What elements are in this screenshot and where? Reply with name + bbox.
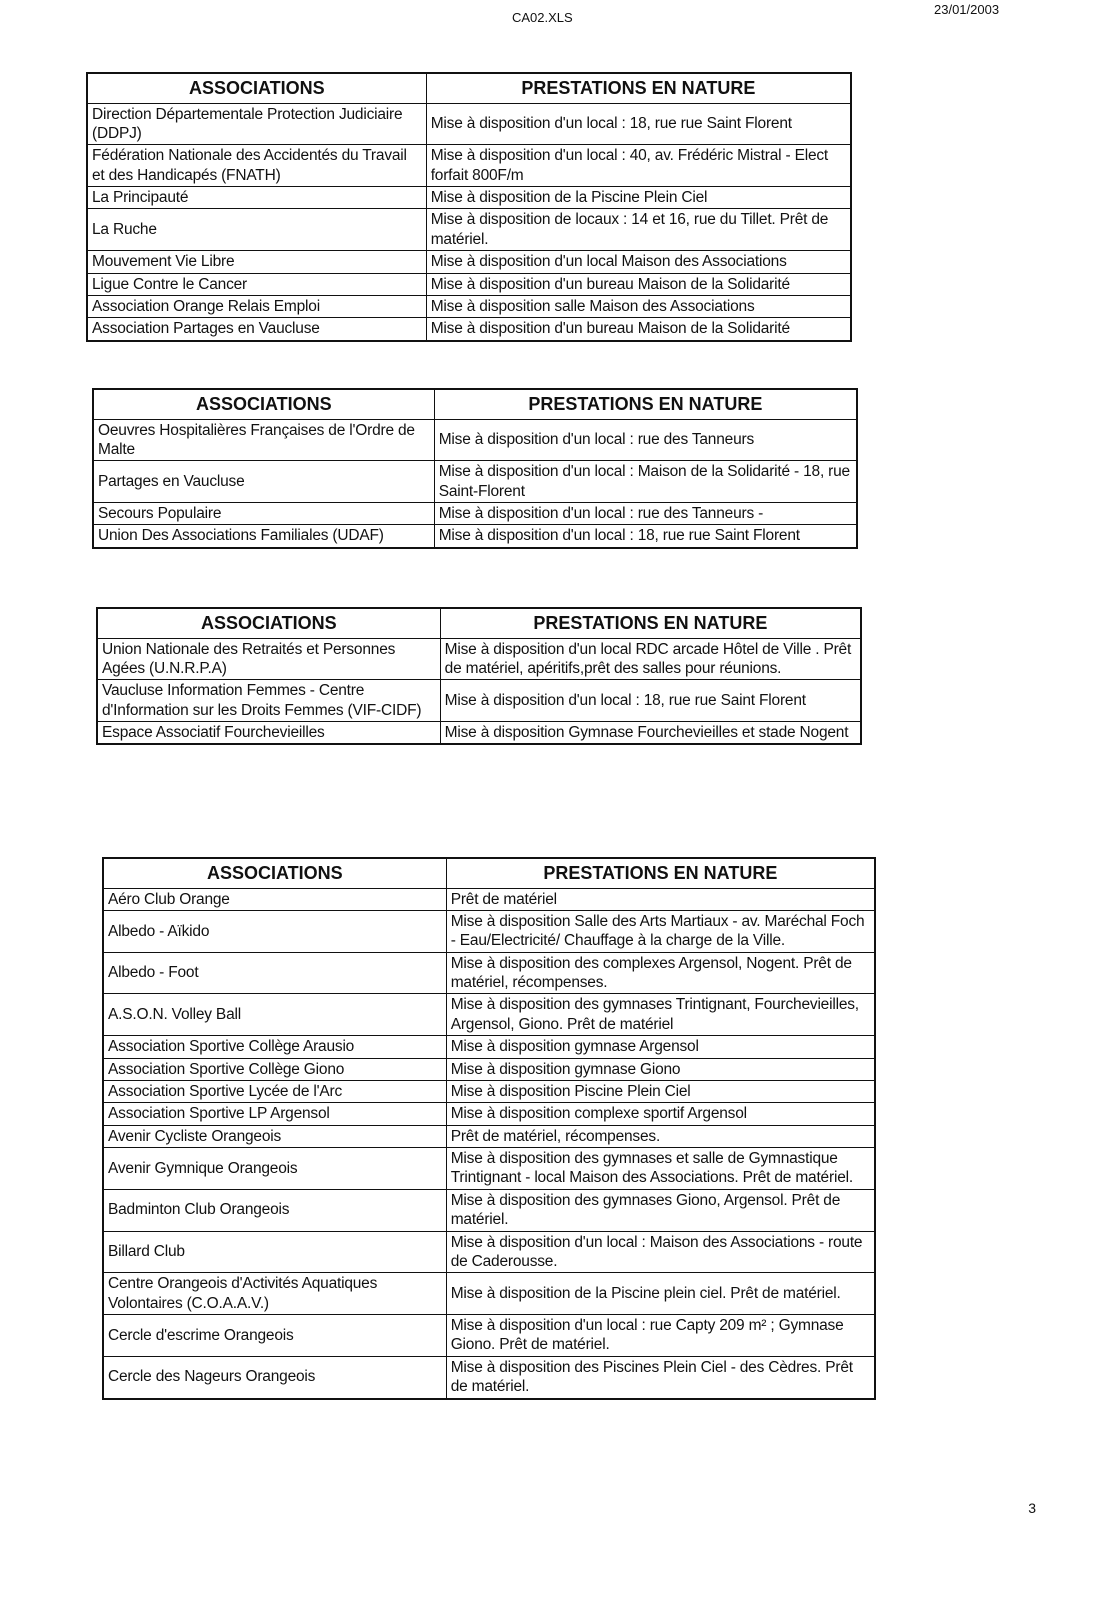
prestation-cell: Mise à disposition d'un local : rue Capty 209 m² ; Gymnase Giono. Prêt de matériel. bbox=[446, 1315, 875, 1357]
table-row bbox=[103, 1058, 875, 1080]
prestation-cell: Mise à disposition gymnase Argensol bbox=[446, 1036, 875, 1058]
table-row bbox=[93, 461, 857, 503]
table-row bbox=[103, 1125, 875, 1147]
association-name-cell: Partages en Vaucluse bbox=[93, 461, 434, 503]
association-name-cell: Centre Orangeois d'Activités Aquatiques Volontaires (C.O.A.A.V.) bbox=[103, 1273, 446, 1315]
prestation-cell: Mise à disposition gymnase Giono bbox=[446, 1058, 875, 1080]
table-row bbox=[103, 1148, 875, 1190]
prestations-column-header: PRESTATIONS EN NATURE bbox=[440, 608, 861, 638]
associations-column-header: ASSOCIATIONS bbox=[97, 608, 440, 638]
association-name-cell: Union Des Associations Familiales (UDAF) bbox=[93, 525, 434, 548]
header-row bbox=[93, 389, 857, 419]
table-row bbox=[97, 722, 861, 745]
table-row bbox=[87, 273, 851, 295]
association-name-cell: Cercle d'escrime Orangeois bbox=[103, 1315, 446, 1357]
table-row bbox=[103, 1315, 875, 1357]
prestation-cell: Mise à disposition des gymnases Trintignant, Fourchevieilles, Argensol, Giono. Prêt de matériel bbox=[446, 994, 875, 1036]
prestation-cell: Mise à disposition d'un local Maison des Associations bbox=[426, 251, 851, 273]
prestation-cell: Mise à disposition complexe sportif Argensol bbox=[446, 1103, 875, 1125]
table-row bbox=[103, 1189, 875, 1231]
association-name-cell: Espace Associatif Fourchevieilles bbox=[97, 722, 440, 745]
association-name-cell: Billard Club bbox=[103, 1231, 446, 1273]
prestation-cell: Mise à disposition d'un local : Maison des Associations - route de Caderousse. bbox=[446, 1231, 875, 1273]
association-name-cell: Association Partages en Vaucluse bbox=[87, 318, 426, 341]
prestation-cell: Mise à disposition salle Maison des Associations bbox=[426, 295, 851, 317]
prestation-cell: Mise à disposition d'un local : Maison de la Solidarité - 18, rue Saint-Florent bbox=[434, 461, 857, 503]
table-row bbox=[103, 1103, 875, 1125]
associations-table bbox=[96, 607, 862, 745]
table-row bbox=[93, 525, 857, 548]
associations-table bbox=[102, 857, 876, 1400]
association-name-cell: Vaucluse Information Femmes - Centre d'Information sur les Droits Femmes (VIF-CIDF) bbox=[97, 680, 440, 722]
prestation-cell: Mise à disposition des complexes Argensol, Nogent. Prêt de matériel, récompenses. bbox=[446, 952, 875, 994]
table-row bbox=[103, 1231, 875, 1273]
table-row bbox=[87, 145, 851, 187]
association-name-cell: La Ruche bbox=[87, 209, 426, 251]
table-row bbox=[87, 318, 851, 341]
association-name-cell: Secours Populaire bbox=[93, 503, 434, 525]
table-row bbox=[87, 251, 851, 273]
print-date: 23/01/2003 bbox=[934, 2, 1000, 17]
prestation-cell: Mise à disposition d'un bureau Maison de la Solidarité bbox=[426, 318, 851, 341]
prestation-cell: Mise à disposition de locaux : 14 et 16, rue du Tillet. Prêt de matériel. bbox=[426, 209, 851, 251]
association-name-cell: Direction Départementale Protection Judiciaire (DDPJ) bbox=[87, 103, 426, 145]
header-row bbox=[87, 73, 851, 103]
association-name-cell: Association Sportive Lycée de l'Arc bbox=[103, 1080, 446, 1102]
prestation-cell: Mise à disposition d'un local : rue des Tanneurs - bbox=[434, 503, 857, 525]
prestation-cell: Mise à disposition des gymnases Giono, Argensol. Prêt de matériel. bbox=[446, 1189, 875, 1231]
table-row bbox=[103, 952, 875, 994]
prestations-column-header: PRESTATIONS EN NATURE bbox=[446, 858, 875, 888]
associations-column-header: ASSOCIATIONS bbox=[103, 858, 446, 888]
association-name-cell: Union Nationale des Retraités et Personnes Agées (U.N.R.P.A) bbox=[97, 638, 440, 680]
prestation-cell: Mise à disposition de la Piscine Plein Ciel bbox=[426, 187, 851, 209]
prestation-cell: Mise à disposition Salle des Arts Martiaux - av. Maréchal Foch - Eau/Electricité/ Chauffage à la charge de la Ville. bbox=[446, 910, 875, 952]
table-row bbox=[103, 888, 875, 910]
prestations-column-header: PRESTATIONS EN NATURE bbox=[426, 73, 851, 103]
table-row bbox=[103, 910, 875, 952]
associations-column-header: ASSOCIATIONS bbox=[87, 73, 426, 103]
header-row bbox=[97, 608, 861, 638]
table-row bbox=[87, 103, 851, 145]
association-name-cell: Fédération Nationale des Accidentés du Travail et des Handicapés (FNATH) bbox=[87, 145, 426, 187]
association-name-cell: Oeuvres Hospitalières Françaises de l'Ordre de Malte bbox=[93, 419, 434, 461]
table-row bbox=[87, 295, 851, 317]
association-name-cell: Association Sportive LP Argensol bbox=[103, 1103, 446, 1125]
prestation-cell: Mise à disposition Gymnase Fourchevieilles et stade Nogent bbox=[440, 722, 861, 745]
association-name-cell: Avenir Cycliste Orangeois bbox=[103, 1125, 446, 1147]
association-name-cell: La Principauté bbox=[87, 187, 426, 209]
table-row bbox=[103, 1080, 875, 1102]
association-name-cell: A.S.O.N. Volley Ball bbox=[103, 994, 446, 1036]
page-number: 3 bbox=[1028, 1500, 1036, 1516]
association-name-cell: Association Sportive Collège Giono bbox=[103, 1058, 446, 1080]
prestation-cell: Mise à disposition d'un local : 18, rue rue Saint Florent bbox=[440, 680, 861, 722]
table-row bbox=[93, 419, 857, 461]
prestation-cell: Mise à disposition d'un local RDC arcade Hôtel de Ville . Prêt de matériel, apéritifs,prêt des salles pour réunions. bbox=[440, 638, 861, 680]
prestation-cell: Mise à disposition des gymnases et salle de Gymnastique Trintignant - local Maison des Associations. Prêt de matériel. bbox=[446, 1148, 875, 1190]
prestation-cell: Mise à disposition Piscine Plein Ciel bbox=[446, 1080, 875, 1102]
table-row bbox=[87, 187, 851, 209]
association-name-cell: Albedo - Aïkido bbox=[103, 910, 446, 952]
associations-table bbox=[92, 388, 858, 549]
prestation-cell: Mise à disposition d'un local : rue des Tanneurs bbox=[434, 419, 857, 461]
association-name-cell: Cercle des Nageurs Orangeois bbox=[103, 1356, 446, 1398]
prestation-cell: Mise à disposition de la Piscine plein ciel. Prêt de matériel. bbox=[446, 1273, 875, 1315]
file-name: CA02.XLS bbox=[512, 10, 573, 25]
prestations-column-header: PRESTATIONS EN NATURE bbox=[434, 389, 857, 419]
table-row bbox=[87, 209, 851, 251]
association-name-cell: Aéro Club Orange bbox=[103, 888, 446, 910]
association-name-cell: Association Sportive Collège Arausio bbox=[103, 1036, 446, 1058]
table-row bbox=[103, 1356, 875, 1398]
association-name-cell: Albedo - Foot bbox=[103, 952, 446, 994]
table-row bbox=[103, 1036, 875, 1058]
prestation-cell: Mise à disposition d'un bureau Maison de la Solidarité bbox=[426, 273, 851, 295]
association-name-cell: Mouvement Vie Libre bbox=[87, 251, 426, 273]
association-name-cell: Association Orange Relais Emploi bbox=[87, 295, 426, 317]
prestation-cell: Mise à disposition d'un local : 40, av. Frédéric Mistral - Elect forfait 800F/m bbox=[426, 145, 851, 187]
prestation-cell: Mise à disposition des Piscines Plein Ciel - des Cèdres. Prêt de matériel. bbox=[446, 1356, 875, 1398]
association-name-cell: Badminton Club Orangeois bbox=[103, 1189, 446, 1231]
table-row bbox=[103, 1273, 875, 1315]
prestation-cell: Prêt de matériel bbox=[446, 888, 875, 910]
associations-column-header: ASSOCIATIONS bbox=[93, 389, 434, 419]
prestation-cell: Mise à disposition d'un local : 18, rue rue Saint Florent bbox=[426, 103, 851, 145]
table-row bbox=[93, 503, 857, 525]
associations-table bbox=[86, 72, 852, 342]
prestation-cell: Prêt de matériel, récompenses. bbox=[446, 1125, 875, 1147]
table-row bbox=[103, 994, 875, 1036]
prestation-cell: Mise à disposition d'un local : 18, rue rue Saint Florent bbox=[434, 525, 857, 548]
table-row bbox=[97, 680, 861, 722]
table-row bbox=[97, 638, 861, 680]
association-name-cell: Ligue Contre le Cancer bbox=[87, 273, 426, 295]
header-row bbox=[103, 858, 875, 888]
association-name-cell: Avenir Gymnique Orangeois bbox=[103, 1148, 446, 1190]
